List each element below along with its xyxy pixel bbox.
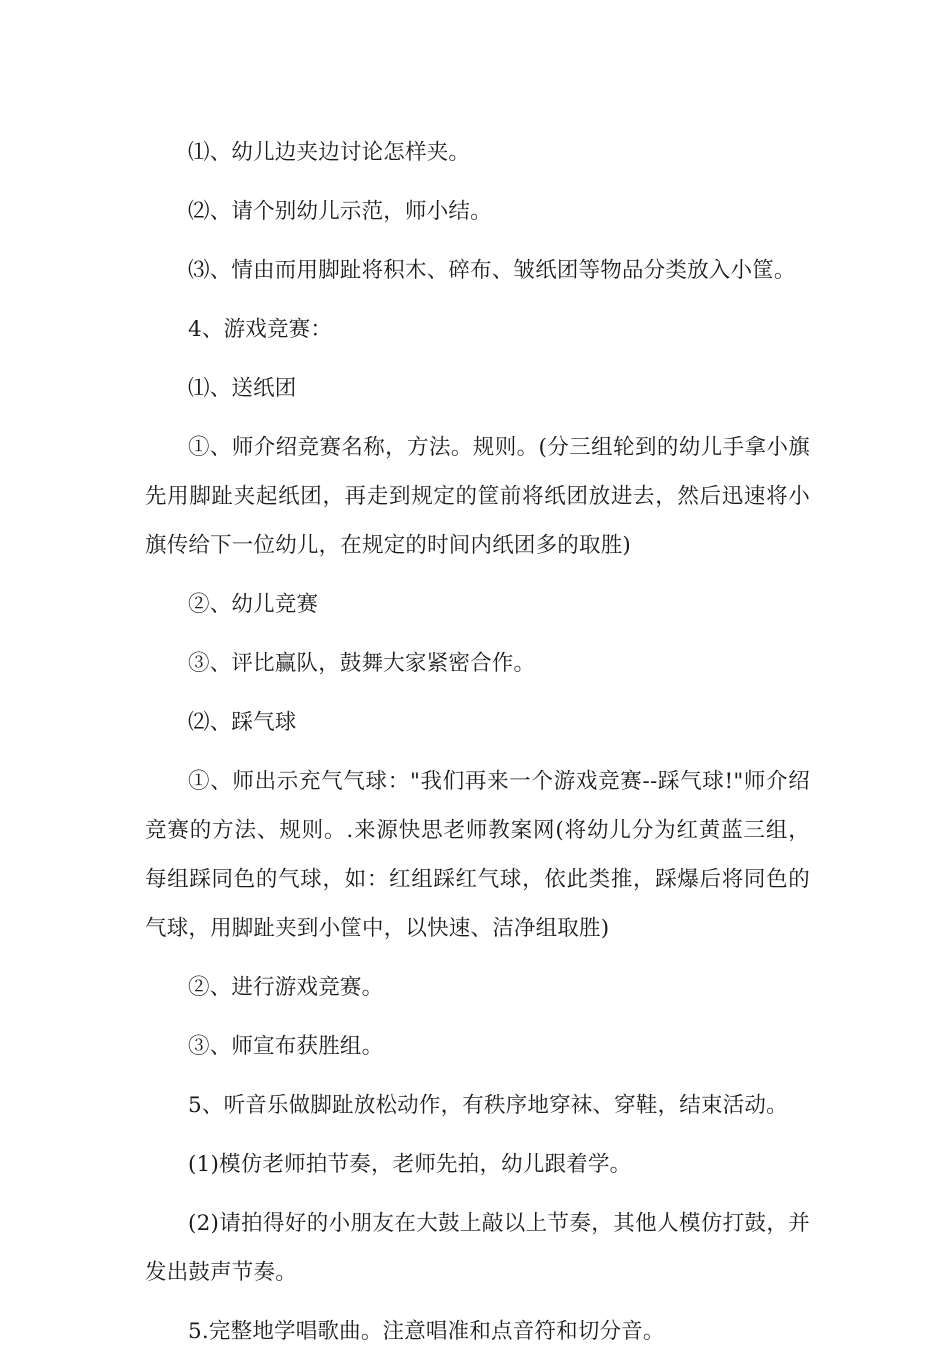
paragraph-step-1-2: ⑵、请个别幼儿示范，师小结。 bbox=[188, 199, 492, 224]
paragraph-play-contest: ②、进行游戏竞赛。 bbox=[188, 975, 384, 1000]
paragraph-heading-game-contest: 4、游戏竞赛： bbox=[188, 317, 333, 342]
paragraph-announce-winner: ③、师宣布获胜组。 bbox=[188, 1034, 384, 1059]
paragraph-children-contest: ②、幼儿竞赛 bbox=[188, 592, 319, 617]
paragraph-learn-song: 5.完整地学唱歌曲。注意唱准和点音符和切分音。 bbox=[188, 1319, 665, 1344]
paragraph-drum-rhythm: (2)请拍得好的小朋友在大鼓上敲以上节奏，其他人模仿打鼓，并发出鼓声节奏。 bbox=[145, 1211, 810, 1285]
paragraph-imitate-rhythm: (1)模仿老师拍节奏，老师先拍，幼儿跟着学。 bbox=[188, 1152, 632, 1177]
paragraph-sub-step-balloon: ⑵、踩气球 bbox=[188, 710, 297, 735]
paragraph-sub-send-paper-ball: ⑴、送纸团 bbox=[188, 376, 297, 401]
paragraph-step-1-1: ⑴、幼儿边夹边讨论怎样夹。 bbox=[188, 140, 471, 165]
paragraph-music-relax: 5、听音乐做脚趾放松动作，有秩序地穿袜、穿鞋，结束活动。 bbox=[188, 1093, 788, 1118]
paragraph-judge-winners: ③、评比赢队，鼓舞大家紧密合作。 bbox=[188, 651, 536, 676]
paragraph-balloon-rules: ①、师出示充气气球："我们再来一个游戏竞赛--踩气球!"师介绍竞赛的方法、规则。.来源快思老师教案网(将幼儿分为红黄蓝三组，每组踩同色的气球，如：红组踩红气球，依此类推，踩爆后将同色的气球，用脚趾夹到小筐中，以快速、洁净组取胜) bbox=[145, 769, 810, 941]
paragraph-contest-rules: ①、师介绍竞赛名称，方法。规则。(分三组轮到的幼儿手拿小旗先用脚趾夹起纸团，再走到规定的筐前将纸团放进去，然后迅速将小旗传给下一位幼儿，在规定的时间内纸团多的取胜) bbox=[145, 435, 810, 558]
document-body bbox=[145, 128, 810, 1356]
paragraph-step-1-3: ⑶、情由而用脚趾将积木、碎布、皱纸团等物品分类放入小筐。 bbox=[188, 258, 796, 283]
